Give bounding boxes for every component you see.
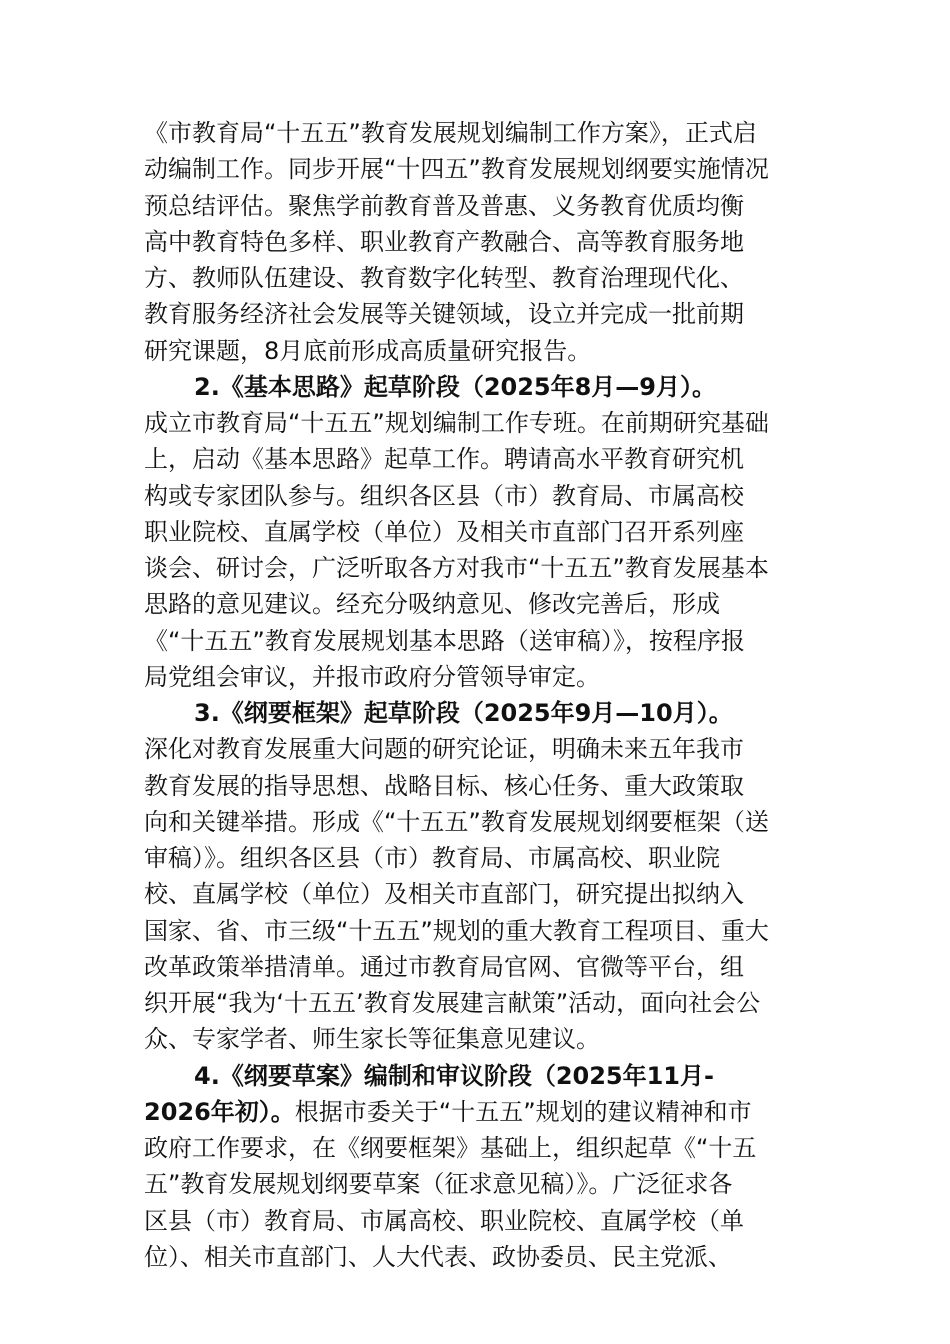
body-text: 政府工作要求，在《纲要框架》基础上，组织起草《“十五	[144, 1134, 757, 1162]
body-text: 教育服务经济社会发展等关键领域，设立并完成一批前期	[144, 300, 744, 329]
body-text: 研究课题，8月底前形成高质量研究报告。	[144, 336, 592, 365]
body-text: 深化对教育发展重大问题的研究论证，明确未来五年我市	[144, 735, 744, 764]
paragraph	[144, 369, 809, 695]
text-line	[144, 151, 809, 187]
text-line	[144, 1166, 809, 1202]
body-text: 构或专家团队参与。组织各区县（市）教育局、市属高校	[144, 481, 744, 510]
body-text: 成立市教育局“十五五”规划编制工作专班。在前期研究基础	[144, 409, 769, 437]
text-line	[144, 188, 809, 224]
body-text: 审稿）》。组织各区县（市）教育局、市属高校、职业院	[144, 844, 720, 872]
text-line	[144, 913, 809, 949]
body-text: 区县（市）教育局、市属高校、职业院校、直属学校（单	[144, 1206, 744, 1235]
text-line	[144, 840, 809, 876]
text-line	[144, 1021, 809, 1057]
body-text: 动编制工作。同步开展“十四五”教育发展规划纲要实施情况	[144, 155, 769, 184]
body-text: 思路的意见建议。经充分吸纳意见、修改完善后，形成	[144, 590, 720, 619]
body-text: 预总结评估。聚焦学前教育普及普惠、义务教育优质均衡	[144, 191, 744, 220]
text-line	[144, 804, 809, 840]
text-line	[144, 333, 809, 369]
text-line	[144, 623, 809, 659]
text-line	[144, 949, 809, 985]
text-line	[144, 224, 809, 260]
body-text: 教育发展的指导思想、战略目标、核心任务、重大政策取	[144, 771, 744, 800]
text-line	[144, 514, 809, 550]
body-text: 职业院校、直属学校（单位）及相关市直部门召开系列座	[144, 517, 744, 546]
text-line	[144, 260, 809, 296]
text-line	[144, 659, 809, 695]
paragraph	[144, 1058, 809, 1276]
bold-heading-text: 2026年初）。	[144, 1097, 295, 1126]
document-page	[144, 115, 809, 1275]
body-text: 五”教育发展规划纲要草案（征求意见稿）》。广泛征求各	[144, 1170, 733, 1199]
text-line	[144, 296, 809, 332]
text-line	[144, 1239, 809, 1275]
body-text: 改革政策举措清单。通过市教育局官网、官微等平台，组	[144, 952, 744, 981]
body-text: 方、教师队伍建设、教育数字化转型、教育治理现代化、	[144, 264, 744, 292]
text-line	[144, 441, 809, 477]
body-text: 校、直属学校（单位）及相关市直部门，研究提出拟纳入	[144, 880, 744, 909]
text-line	[144, 1130, 809, 1166]
text-line	[144, 731, 809, 767]
body-text: 织开展“我为‘十五五’教育发展建言献策”活动，面向社会公	[144, 989, 761, 1017]
body-text: 上，启动《基本思路》起草工作。聘请高水平教育研究机	[144, 445, 744, 474]
bold-heading-text: 4.《纲要草案》编制和审议阶段（2025年11月-	[194, 1061, 714, 1090]
bold-heading-text: 3.《纲要框架》起草阶段（2025年9月—10月）。	[194, 699, 733, 727]
body-text: 国家、省、市三级“十五五”规划的重大教育工程项目、重大	[144, 916, 769, 945]
text-line	[144, 1203, 809, 1239]
text-line	[144, 405, 809, 441]
body-text: 高中教育特色多样、职业教育产教融合、高等教育服务地	[144, 227, 744, 256]
body-text: 局党组会审议，并报市政府分管领导审定。	[144, 662, 600, 691]
text-line	[144, 550, 809, 586]
body-text: 《“十五五”教育发展规划基本思路（送审稿）》，按程序报	[144, 626, 745, 655]
text-line	[144, 1058, 809, 1094]
body-text: 根据市委关于“十五五”规划的建议精神和市	[294, 1097, 752, 1126]
body-text: 谈会、研讨会，广泛听取各方对我市“十五五”教育发展基本	[144, 554, 769, 582]
text-line	[144, 115, 809, 151]
body-text: 《市教育局“十五五”教育发展规划编制工作方案》，正式启	[144, 119, 757, 147]
text-line	[144, 985, 809, 1021]
text-line	[144, 695, 809, 731]
paragraph	[144, 695, 809, 1058]
text-line	[144, 768, 809, 804]
body-text: 向和关键举措。形成《“十五五”教育发展规划纲要框架（送	[144, 807, 769, 836]
bold-heading-text: 2.《基本思路》起草阶段（2025年8月—9月）。	[194, 372, 717, 401]
text-line	[144, 369, 809, 405]
body-text: 位）、相关市直部门、人大代表、政协委员、民主党派、	[144, 1242, 732, 1271]
body-text: 众、专家学者、师生家长等征集意见建议。	[144, 1025, 600, 1054]
text-line	[144, 1094, 809, 1130]
text-line	[144, 876, 809, 912]
text-line	[144, 586, 809, 622]
text-line	[144, 478, 809, 514]
paragraph	[144, 115, 809, 369]
